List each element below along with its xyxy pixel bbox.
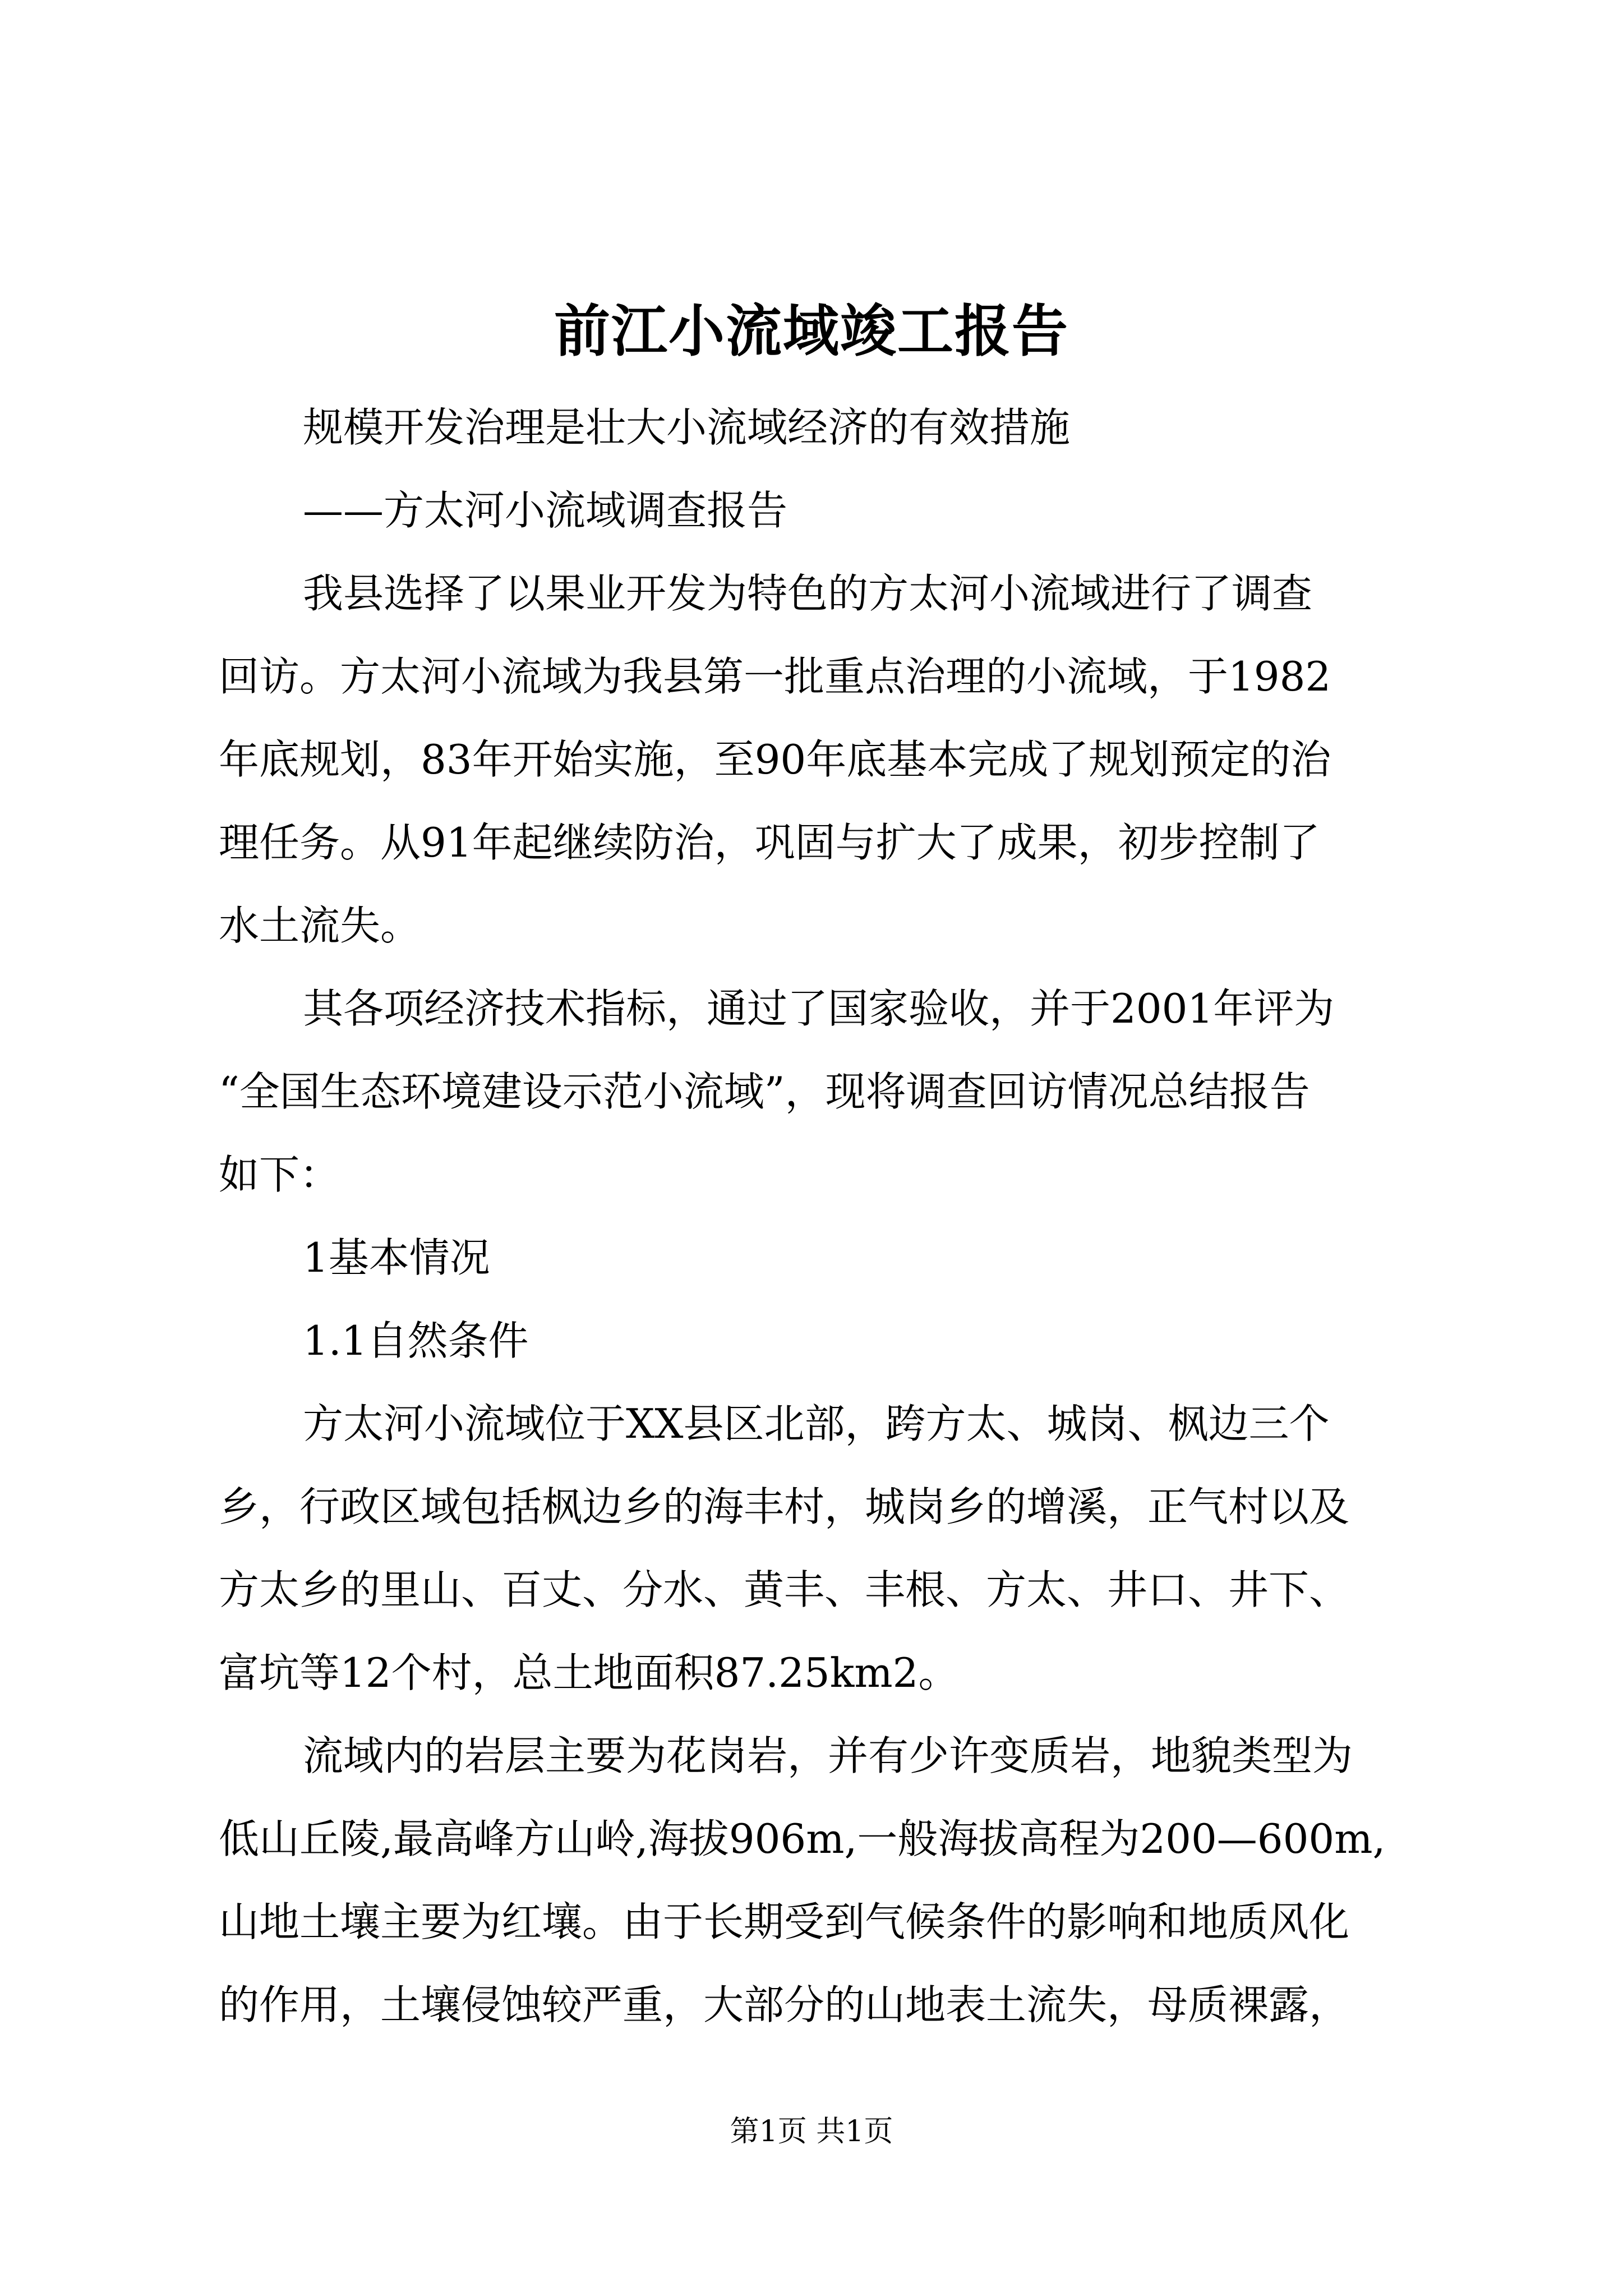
subtitle-line: 规模开发治理是壮大小流域经济的有效措施 (303, 404, 1071, 451)
paragraph-line: 山地土壤主要为红壤。由于长期受到气候条件的影响和地质风化 (219, 1898, 1350, 1945)
paragraph-line: 回访。方太河小流域为我县第一批重点治理的小流域，于1982 (219, 653, 1331, 700)
paragraph-line: 富坑等12个村，总土地面积87.25km2。 (219, 1649, 959, 1696)
subsection-heading: 1.1自然条件 (303, 1317, 529, 1364)
paragraph-line: 其各项经济技术指标，通过了国家验收，并于2001年评为 (303, 985, 1335, 1032)
paragraph-line: 方太乡的里山、百丈、分水、黄丰、丰根、方太、井口、井下、 (219, 1566, 1350, 1613)
page-footer: 第1页 共1页 (730, 2115, 893, 2148)
document-body (219, 386, 1424, 2046)
paragraph-line: 低山丘陵,最高峰方山岭,海拔906m,一般海拔高程为200—600m, (219, 1815, 1386, 1862)
paragraph-line: 乡，行政区域包括枫边乡的海丰村，城岗乡的增溪，正气村以及 (219, 1483, 1350, 1530)
paragraph-line: 方太河小流域位于XX县区北部，跨方太、城岗、枫边三个 (303, 1400, 1330, 1447)
paragraph-line: 流域内的岩层主要为花岗岩，并有少许变质岩，地貌类型为 (303, 1732, 1353, 1779)
paragraph-line: 年底规划，83年开始实施，至90年底基本完成了规划预定的治 (219, 736, 1331, 783)
paragraph-line: “全国生态环境建设示范小流域”，现将调查回访情况总结报告 (219, 1068, 1310, 1115)
paragraph-line: 如下： (219, 1151, 340, 1198)
paragraph-line: 理任务。从91年起继续防治，巩固与扩大了成果，初步控制了 (219, 819, 1320, 866)
paragraph-line: 水土流失。 (219, 902, 421, 949)
section-heading: 1基本情况 (303, 1234, 490, 1281)
paragraph-line: 的作用，土壤侵蚀较严重，大部分的山地表土流失，母质裸露， (219, 1981, 1350, 2028)
subtitle-line: ——方太河小流域调查报告 (303, 487, 788, 534)
document-title: 前江小流域竣工报告 (554, 298, 1069, 364)
paragraph-line: 我县选择了以果业开发为特色的方太河小流域进行了调查 (303, 570, 1313, 617)
